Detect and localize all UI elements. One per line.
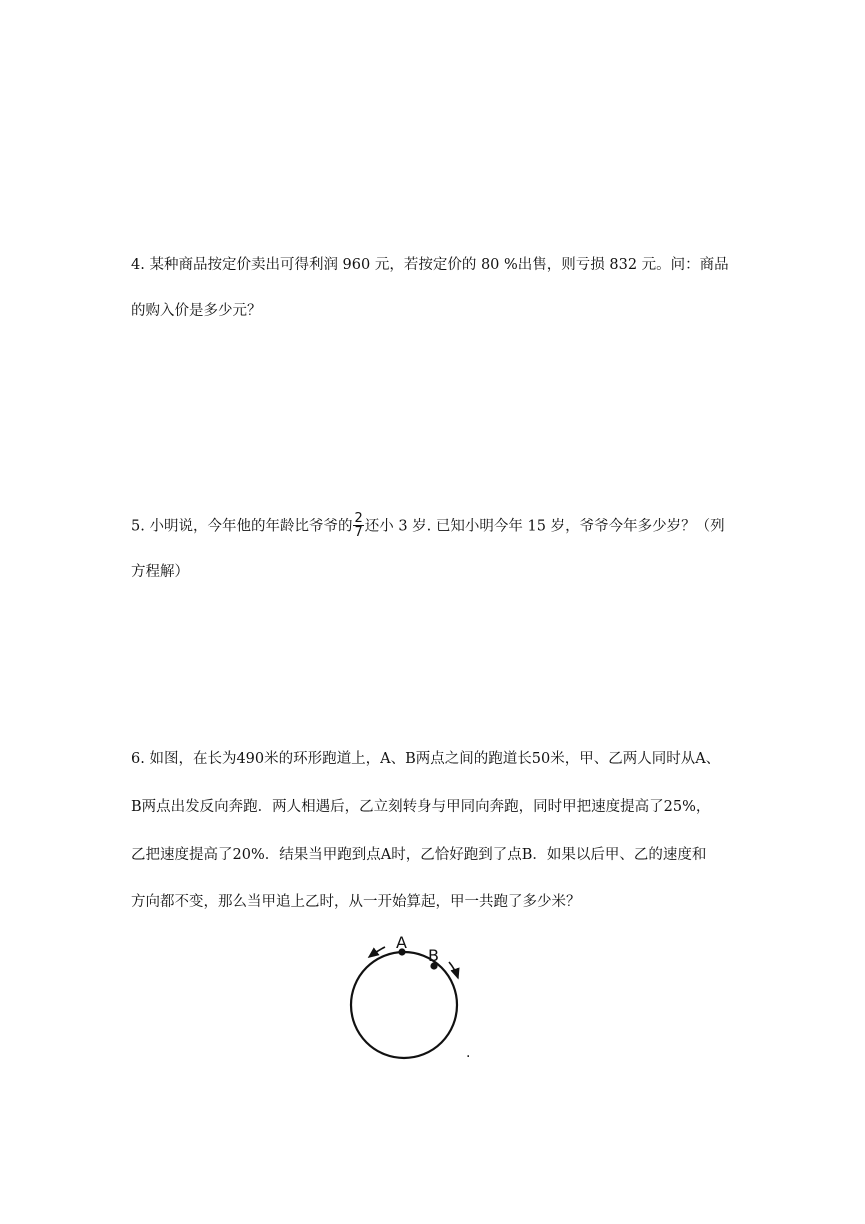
q6-line-3: 乙把速度提高了20%．结果当甲跑到点A时，乙恰好跑到了点B．如果以后甲、乙的速度和: [131, 847, 707, 863]
q5-line-1: [131, 513, 725, 540]
label-b: B: [428, 946, 439, 965]
q4-line-1: 4. 某种商品按定价卖出可得利润 960 元，若按定价的 80 %出售，则亏损 832 元。问：商品: [131, 257, 729, 273]
q4-line-2: 的购入价是多少元？: [131, 303, 262, 319]
q6-line-4: 方向都不变，那么当甲追上乙时，从一开始算起，甲一共跑了多少米？: [131, 894, 581, 910]
circular-track-figure: [332, 932, 477, 1072]
arrow-clockwise: [449, 962, 458, 978]
fraction-denominator: 7: [354, 525, 363, 540]
q6-line-1: 6. 如图，在长为490米的环形跑道上，A、B两点之间的跑道长50米，甲、乙两人同时从A、: [131, 751, 721, 767]
track-circle: [351, 952, 457, 1058]
trailing-dot: .: [466, 1045, 471, 1061]
q5-line-1-pre: 5. 小明说，今年他的年龄比爷爷的: [131, 518, 353, 535]
fraction-numerator: 2: [354, 511, 363, 526]
q5-line-1-post: 还小 3 岁. 已知小明今年 15 岁，爷爷今年多少岁？（列: [364, 518, 725, 535]
q5-line-2: 方程解）: [131, 564, 189, 580]
label-a: A: [396, 933, 407, 952]
q6-line-2: B两点出发反向奔跑．两人相遇后，乙立刻转身与甲同向奔跑，同时甲把速度提高了25%，: [131, 799, 711, 815]
fraction-two-sevenths: [353, 512, 363, 539]
